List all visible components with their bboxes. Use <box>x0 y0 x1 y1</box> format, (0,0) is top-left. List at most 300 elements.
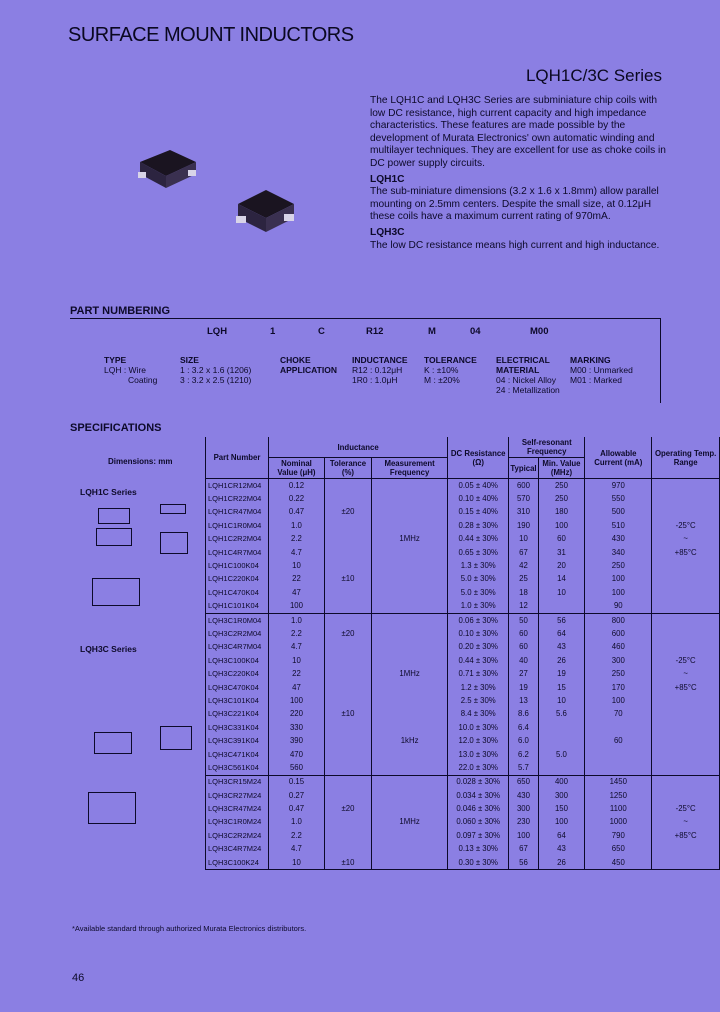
table-cell: ±20 <box>324 802 371 815</box>
table-cell <box>652 600 720 614</box>
table-cell: LQH1CR12M04 <box>206 479 269 493</box>
table-cell: 190 <box>509 519 538 532</box>
table-row <box>206 748 720 761</box>
pn-col-marking: MARKING M00 : Unmarked M01 : Marked <box>570 355 633 385</box>
table-cell <box>324 533 371 546</box>
table-cell <box>652 573 720 586</box>
table-cell: 100 <box>269 600 325 614</box>
table-cell <box>372 694 448 707</box>
table-cell: 56 <box>538 613 585 627</box>
header-nominal: Nominal Value (μH) <box>269 458 325 479</box>
table-cell: LQH3C4R7M04 <box>206 641 269 654</box>
table-cell: 60 <box>585 734 652 747</box>
table-cell: 10 <box>538 586 585 599</box>
table-cell <box>652 479 720 493</box>
table-cell: 460 <box>585 641 652 654</box>
table-cell: 0.27 <box>269 789 325 802</box>
table-cell: 450 <box>585 856 652 870</box>
table-cell: 650 <box>509 775 538 789</box>
table-row <box>206 559 720 572</box>
table-cell: 2.2 <box>269 829 325 842</box>
table-row <box>206 586 720 599</box>
table-cell <box>372 546 448 559</box>
dimension-drawing <box>160 532 188 554</box>
header-min: Min. Value (MHz) <box>538 458 585 479</box>
table-cell <box>324 829 371 842</box>
table-cell <box>372 573 448 586</box>
table-cell: LQH3C220K04 <box>206 667 269 680</box>
dimension-drawing <box>94 732 132 754</box>
table-cell <box>372 843 448 856</box>
table-cell: 510 <box>585 519 652 532</box>
header-current: Allowable Current (mA) <box>585 437 652 479</box>
table-cell <box>372 721 448 734</box>
header-dc-resistance: DC Resistance (Ω) <box>448 437 509 479</box>
table-cell: 0.10 ± 30% <box>448 627 509 640</box>
table-cell <box>324 748 371 761</box>
table-cell: 300 <box>509 802 538 815</box>
table-cell <box>324 600 371 614</box>
table-cell: 430 <box>585 533 652 546</box>
table-cell: LQH3C1R0M04 <box>206 613 269 627</box>
table-row <box>206 789 720 802</box>
table-cell: 650 <box>585 843 652 856</box>
chip-photo-lqh3c <box>232 188 298 238</box>
table-cell: 0.028 ± 30% <box>448 775 509 789</box>
table-cell: 60 <box>509 641 538 654</box>
table-cell: 970 <box>585 479 652 493</box>
table-cell <box>324 681 371 694</box>
table-cell <box>538 761 585 775</box>
table-cell: 230 <box>509 816 538 829</box>
table-cell: 22 <box>269 573 325 586</box>
pn-col-size: SIZE 1 : 3.2 x 1.6 (1206) 3 : 3.2 x 2.5 (1210) <box>180 355 252 385</box>
table-cell: 1.0 <box>269 613 325 627</box>
table-cell: 27 <box>509 667 538 680</box>
table-row <box>206 667 720 680</box>
table-cell <box>372 519 448 532</box>
table-cell: 4.7 <box>269 546 325 559</box>
table-cell <box>652 721 720 734</box>
table-cell: 1100 <box>585 802 652 815</box>
lqh1c-heading: LQH1C <box>370 173 405 185</box>
header-srf: Self-resonant Frequency <box>509 437 585 458</box>
table-cell: LQH1C101K04 <box>206 600 269 614</box>
table-row <box>206 613 720 627</box>
pn-col-type: TYPE LQH : Wire Coating <box>104 355 158 385</box>
table-cell: 560 <box>269 761 325 775</box>
table-row <box>206 654 720 667</box>
pn-col-choke: CHOKE APPLICATION <box>280 355 337 375</box>
table-cell <box>324 546 371 559</box>
table-cell: 25 <box>509 573 538 586</box>
table-cell: LQH3C331K04 <box>206 721 269 734</box>
table-row <box>206 533 720 546</box>
table-cell: 0.15 ± 40% <box>448 506 509 519</box>
table-cell: 0.30 ± 30% <box>448 856 509 870</box>
table-cell <box>324 667 371 680</box>
table-cell: 5.0 ± 30% <box>448 586 509 599</box>
table-cell <box>652 641 720 654</box>
table-cell <box>585 721 652 734</box>
table-cell <box>652 761 720 775</box>
table-cell: 2.2 <box>269 627 325 640</box>
table-cell: LQH3C100K24 <box>206 856 269 870</box>
table-cell: 570 <box>509 492 538 505</box>
table-cell: 64 <box>538 627 585 640</box>
table-cell: LQH3C471K04 <box>206 748 269 761</box>
table-cell: 1kHz <box>372 734 448 747</box>
table-cell: 5.0 ± 30% <box>448 573 509 586</box>
table-cell <box>652 492 720 505</box>
table-cell <box>324 734 371 747</box>
table-row <box>206 546 720 559</box>
table-cell: ±20 <box>324 506 371 519</box>
table-cell <box>372 789 448 802</box>
table-cell: LQH3C101K04 <box>206 694 269 707</box>
table-cell <box>372 641 448 654</box>
lqh3c-series-label: LQH3C Series <box>80 644 137 654</box>
table-cell <box>324 613 371 627</box>
table-cell: LQH1C220K04 <box>206 573 269 586</box>
table-cell: LQH3C4R7M24 <box>206 843 269 856</box>
table-cell: 1450 <box>585 775 652 789</box>
table-cell <box>585 748 652 761</box>
table-cell <box>324 816 371 829</box>
table-cell: 1MHz <box>372 533 448 546</box>
table-cell: LQH3C561K04 <box>206 761 269 775</box>
table-row <box>206 573 720 586</box>
table-cell: 31 <box>538 546 585 559</box>
table-cell: -25°C <box>652 654 720 667</box>
table-cell: 19 <box>509 681 538 694</box>
table-cell: 1.0 ± 30% <box>448 600 509 614</box>
table-cell: 470 <box>269 748 325 761</box>
table-row <box>206 627 720 640</box>
table-cell: 67 <box>509 843 538 856</box>
table-cell: 150 <box>538 802 585 815</box>
table-cell: ±10 <box>324 573 371 586</box>
header-freq: Measurement Frequency <box>372 458 448 479</box>
pn-code-type: LQH <box>207 326 228 337</box>
table-cell: ±20 <box>324 627 371 640</box>
table-cell <box>652 627 720 640</box>
part-numbering-box <box>70 318 661 403</box>
dimension-drawing <box>96 528 132 546</box>
table-cell: 250 <box>538 479 585 493</box>
table-cell: 19 <box>538 667 585 680</box>
table-cell <box>372 856 448 870</box>
table-cell: 22 <box>269 667 325 680</box>
table-row <box>206 775 720 789</box>
table-cell: -25°C <box>652 802 720 815</box>
table-cell: 250 <box>538 492 585 505</box>
table-cell <box>652 775 720 789</box>
table-cell <box>372 559 448 572</box>
intro-paragraph: The LQH1C and LQH3C Series are subminiature chip coils with low DC resistance, high current capacity and high impedance characteristics. These features are made possible by the development of Murata Electronics' own automatic winding and multilayer techniques. They are excellent for use as choke coils in DC power supply circuits. <box>370 95 666 169</box>
table-cell <box>324 641 371 654</box>
table-cell: 0.06 ± 30% <box>448 613 509 627</box>
table-cell: 100 <box>538 519 585 532</box>
table-cell: 310 <box>509 506 538 519</box>
table-cell: 430 <box>509 789 538 802</box>
table-cell: 100 <box>538 816 585 829</box>
lqh3c-text: The low DC resistance means high current and high inductance. <box>370 239 660 251</box>
table-cell: LQH1C2R2M04 <box>206 533 269 546</box>
table-cell: 90 <box>585 600 652 614</box>
table-cell: LQH1CR22M04 <box>206 492 269 505</box>
table-cell: 2.2 <box>269 533 325 546</box>
table-cell <box>652 613 720 627</box>
table-cell: 26 <box>538 856 585 870</box>
table-cell <box>324 492 371 505</box>
table-cell: 43 <box>538 843 585 856</box>
table-cell: 0.44 ± 30% <box>448 654 509 667</box>
table-cell: 56 <box>509 856 538 870</box>
table-cell: 600 <box>509 479 538 493</box>
table-row <box>206 816 720 829</box>
table-cell: ±10 <box>324 856 371 870</box>
table-cell: 100 <box>585 586 652 599</box>
table-cell: 10.0 ± 30% <box>448 721 509 734</box>
table-cell: 0.20 ± 30% <box>448 641 509 654</box>
table-cell: 50 <box>509 613 538 627</box>
table-cell <box>652 734 720 747</box>
table-cell <box>652 586 720 599</box>
table-cell <box>324 775 371 789</box>
table-cell: 13 <box>509 694 538 707</box>
table-cell: LQH1C4R7M04 <box>206 546 269 559</box>
table-cell <box>372 708 448 721</box>
table-row <box>206 802 720 815</box>
table-cell: 6.2 <box>509 748 538 761</box>
table-row <box>206 492 720 505</box>
table-cell: 0.65 ± 30% <box>448 546 509 559</box>
series-title: LQH1C/3C Series <box>525 66 662 85</box>
table-cell: 10 <box>269 856 325 870</box>
table-cell <box>372 586 448 599</box>
table-cell: 1.0 <box>269 519 325 532</box>
table-cell: LQH3C221K04 <box>206 708 269 721</box>
pn-col-inductance: INDUCTANCE R12 : 0.12μH 1R0 : 1.0μH <box>352 355 408 385</box>
table-cell <box>372 748 448 761</box>
table-cell: -25°C <box>652 519 720 532</box>
table-cell <box>324 694 371 707</box>
dimension-drawing <box>160 726 192 750</box>
table-cell <box>538 721 585 734</box>
table-cell: 0.22 <box>269 492 325 505</box>
table-cell: ~ <box>652 816 720 829</box>
table-cell: 5.6 <box>538 708 585 721</box>
table-cell: LQH3C470K04 <box>206 681 269 694</box>
table-cell: 10 <box>538 694 585 707</box>
table-cell <box>372 681 448 694</box>
table-cell: 1MHz <box>372 816 448 829</box>
table-cell: 390 <box>269 734 325 747</box>
table-cell: 47 <box>269 681 325 694</box>
dimensions-label: Dimensions: mm <box>108 457 173 466</box>
pn-code-choke: C <box>318 326 325 337</box>
table-row <box>206 708 720 721</box>
pn-code-material: 04 <box>470 326 481 337</box>
table-cell: LQH3C1R0M24 <box>206 816 269 829</box>
page-title: SURFACE MOUNT INDUCTORS <box>68 24 354 46</box>
table-cell: 0.034 ± 30% <box>448 789 509 802</box>
dimension-drawing <box>92 578 140 606</box>
table-cell: 6.4 <box>509 721 538 734</box>
table-cell <box>372 506 448 519</box>
table-cell <box>372 613 448 627</box>
table-cell: 8.6 <box>509 708 538 721</box>
table-cell: LQH3C391K04 <box>206 734 269 747</box>
table-cell: 0.28 ± 30% <box>448 519 509 532</box>
header-temp: Operating Temp. Range <box>652 437 720 479</box>
table-cell: 100 <box>509 829 538 842</box>
table-cell <box>324 479 371 493</box>
table-cell: LQH3CR47M24 <box>206 802 269 815</box>
table-cell: 4.7 <box>269 843 325 856</box>
table-cell: 12 <box>509 600 538 614</box>
table-cell: 14 <box>538 573 585 586</box>
table-cell: 340 <box>585 546 652 559</box>
table-cell: 100 <box>269 694 325 707</box>
table-cell <box>652 694 720 707</box>
table-cell <box>652 856 720 870</box>
table-cell: LQH3C2R2M24 <box>206 829 269 842</box>
pn-col-tolerance: TOLERANCE K : ±10% M : ±20% <box>424 355 477 385</box>
table-cell: 600 <box>585 627 652 640</box>
table-cell: 1.3 ± 30% <box>448 559 509 572</box>
table-cell: 13.0 ± 30% <box>448 748 509 761</box>
table-cell <box>324 519 371 532</box>
table-cell: 5.7 <box>509 761 538 775</box>
table-cell: 5.0 <box>538 748 585 761</box>
table-cell: 550 <box>585 492 652 505</box>
table-row <box>206 856 720 870</box>
table-cell <box>324 654 371 667</box>
table-cell: 0.47 <box>269 802 325 815</box>
table-cell: 43 <box>538 641 585 654</box>
table-cell <box>324 586 371 599</box>
table-cell: 0.44 ± 30% <box>448 533 509 546</box>
table-cell: LQH3C2R2M04 <box>206 627 269 640</box>
pn-code-inductance: R12 <box>366 326 384 337</box>
table-cell: 1000 <box>585 816 652 829</box>
header-tolerance: Tolerance (%) <box>324 458 371 479</box>
table-cell <box>652 708 720 721</box>
table-cell: 0.15 <box>269 775 325 789</box>
table-row <box>206 829 720 842</box>
table-cell: 64 <box>538 829 585 842</box>
table-cell: 0.05 ± 40% <box>448 479 509 493</box>
table-cell: 10 <box>269 559 325 572</box>
table-cell: 4.7 <box>269 641 325 654</box>
dimension-drawing <box>98 508 130 524</box>
table-cell: 12.0 ± 30% <box>448 734 509 747</box>
table-cell: 60 <box>538 533 585 546</box>
table-cell <box>585 761 652 775</box>
table-cell: LQH1C1R0M04 <box>206 519 269 532</box>
table-cell: 790 <box>585 829 652 842</box>
lqh1c-series-label: LQH1C Series <box>80 487 137 497</box>
pn-code-size: 1 <box>270 326 276 337</box>
header-inductance: Inductance <box>269 437 448 458</box>
table-cell: 18 <box>509 586 538 599</box>
table-cell: 42 <box>509 559 538 572</box>
table-cell: 250 <box>585 667 652 680</box>
table-cell: 8.4 ± 30% <box>448 708 509 721</box>
lqh3c-heading: LQH3C <box>370 226 405 238</box>
part-numbering-heading: PART NUMBERING <box>70 305 171 317</box>
table-row <box>206 721 720 734</box>
table-row <box>206 600 720 614</box>
table-cell: 300 <box>538 789 585 802</box>
table-cell <box>372 479 448 493</box>
table-cell <box>372 802 448 815</box>
table-cell: 10 <box>269 654 325 667</box>
table-cell: 40 <box>509 654 538 667</box>
table-cell <box>324 789 371 802</box>
table-cell: +85°C <box>652 829 720 842</box>
table-cell: 2.5 ± 30% <box>448 694 509 707</box>
table-row <box>206 506 720 519</box>
lqh1c-text: The sub-miniature dimensions (3.2 x 1.6 x 1.8mm) allow parallel mounting on 2.5mm centers. Despite the small size, at 0.12μH these coils have a maximum current rating of 970mA. <box>370 186 659 223</box>
specifications-table <box>205 437 720 870</box>
table-cell: 330 <box>269 721 325 734</box>
table-cell: 70 <box>585 708 652 721</box>
table-cell <box>372 600 448 614</box>
table-cell: 6.0 <box>509 734 538 747</box>
table-cell <box>372 492 448 505</box>
table-cell <box>372 829 448 842</box>
table-cell: 47 <box>269 586 325 599</box>
table-cell <box>372 654 448 667</box>
table-cell <box>324 843 371 856</box>
table-cell: 100 <box>585 573 652 586</box>
intro-text <box>370 95 670 252</box>
table-row <box>206 681 720 694</box>
table-cell: LQH1C100K04 <box>206 559 269 572</box>
header-typical: Typical <box>509 458 538 479</box>
table-cell: 20 <box>538 559 585 572</box>
table-cell <box>652 506 720 519</box>
table-cell: ~ <box>652 667 720 680</box>
table-cell: 1MHz <box>372 667 448 680</box>
table-cell: 0.13 ± 30% <box>448 843 509 856</box>
table-cell: 0.046 ± 30% <box>448 802 509 815</box>
table-cell: 0.060 ± 30% <box>448 816 509 829</box>
footnote: *Available standard through authorized Murata Electronics distributors. <box>72 924 307 933</box>
table-cell <box>324 721 371 734</box>
table-cell: 15 <box>538 681 585 694</box>
table-cell: 1.0 <box>269 816 325 829</box>
table-row <box>206 843 720 856</box>
table-cell: 220 <box>269 708 325 721</box>
table-row <box>206 761 720 775</box>
table-row <box>206 734 720 747</box>
table-cell <box>372 761 448 775</box>
table-cell: 300 <box>585 654 652 667</box>
dimension-drawing <box>160 504 186 514</box>
table-cell <box>652 843 720 856</box>
table-cell: 1250 <box>585 789 652 802</box>
table-cell: ~ <box>652 533 720 546</box>
table-cell <box>652 559 720 572</box>
table-cell: 10 <box>509 533 538 546</box>
table-cell: 250 <box>585 559 652 572</box>
table-cell <box>324 559 371 572</box>
table-cell: 1.2 ± 30% <box>448 681 509 694</box>
